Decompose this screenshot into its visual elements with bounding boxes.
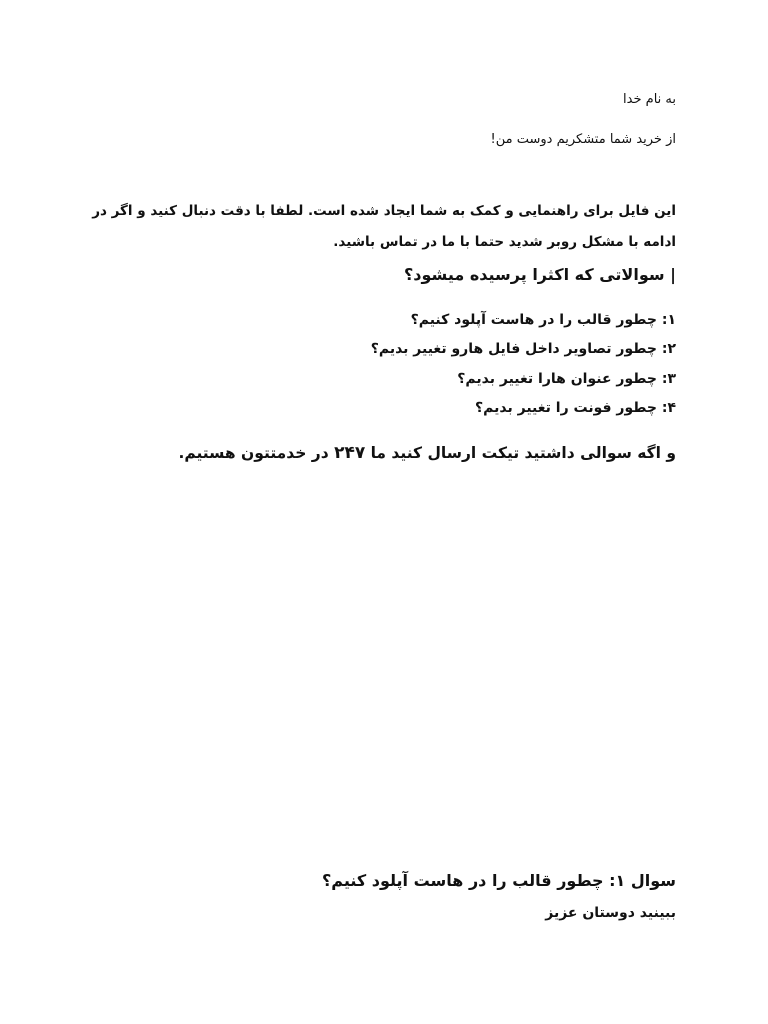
thanks-line: از خرید شما متشکریم دوست من!	[490, 132, 676, 147]
faq-item-2: ۲: چطور تصاویر داخل فایل هارو تغییر بدیم؟	[370, 341, 676, 357]
faq-item-4: ۴: چطور فونت را تغییر بدیم؟	[475, 400, 676, 416]
support-text-after: در خدمتتون هستیم.	[178, 444, 329, 462]
support-line	[178, 443, 676, 463]
faq-item-1: ۱: چطور قالب را در هاست آپلود کنیم؟	[410, 312, 676, 328]
support-text-before: و اگه سوالی داشتید تیکت ارسال کنید ما	[370, 444, 676, 462]
question1-heading: سوال ۱: چطور قالب را در هاست آپلود کنیم؟	[322, 871, 676, 890]
intro-paragraph: این فایل برای راهنمایی و کمک به شما ایجاد شده است. لطفا با دقت دنبال کنید و اگر در ادامه با مشکل روبر شدید حتما با ما در تماس باشید.	[92, 203, 676, 250]
question1-text: ببینید دوستان عزیز	[545, 905, 676, 921]
faq-item-3: ۳: چطور عنوان هارا تغییر بدیم؟	[457, 371, 676, 387]
basmala-line: به نام خدا	[623, 92, 676, 107]
support-hours-number: ۲۴۷	[334, 443, 366, 463]
faq-heading: | سوالاتی که اکثرا پرسیده میشود؟	[404, 265, 676, 284]
